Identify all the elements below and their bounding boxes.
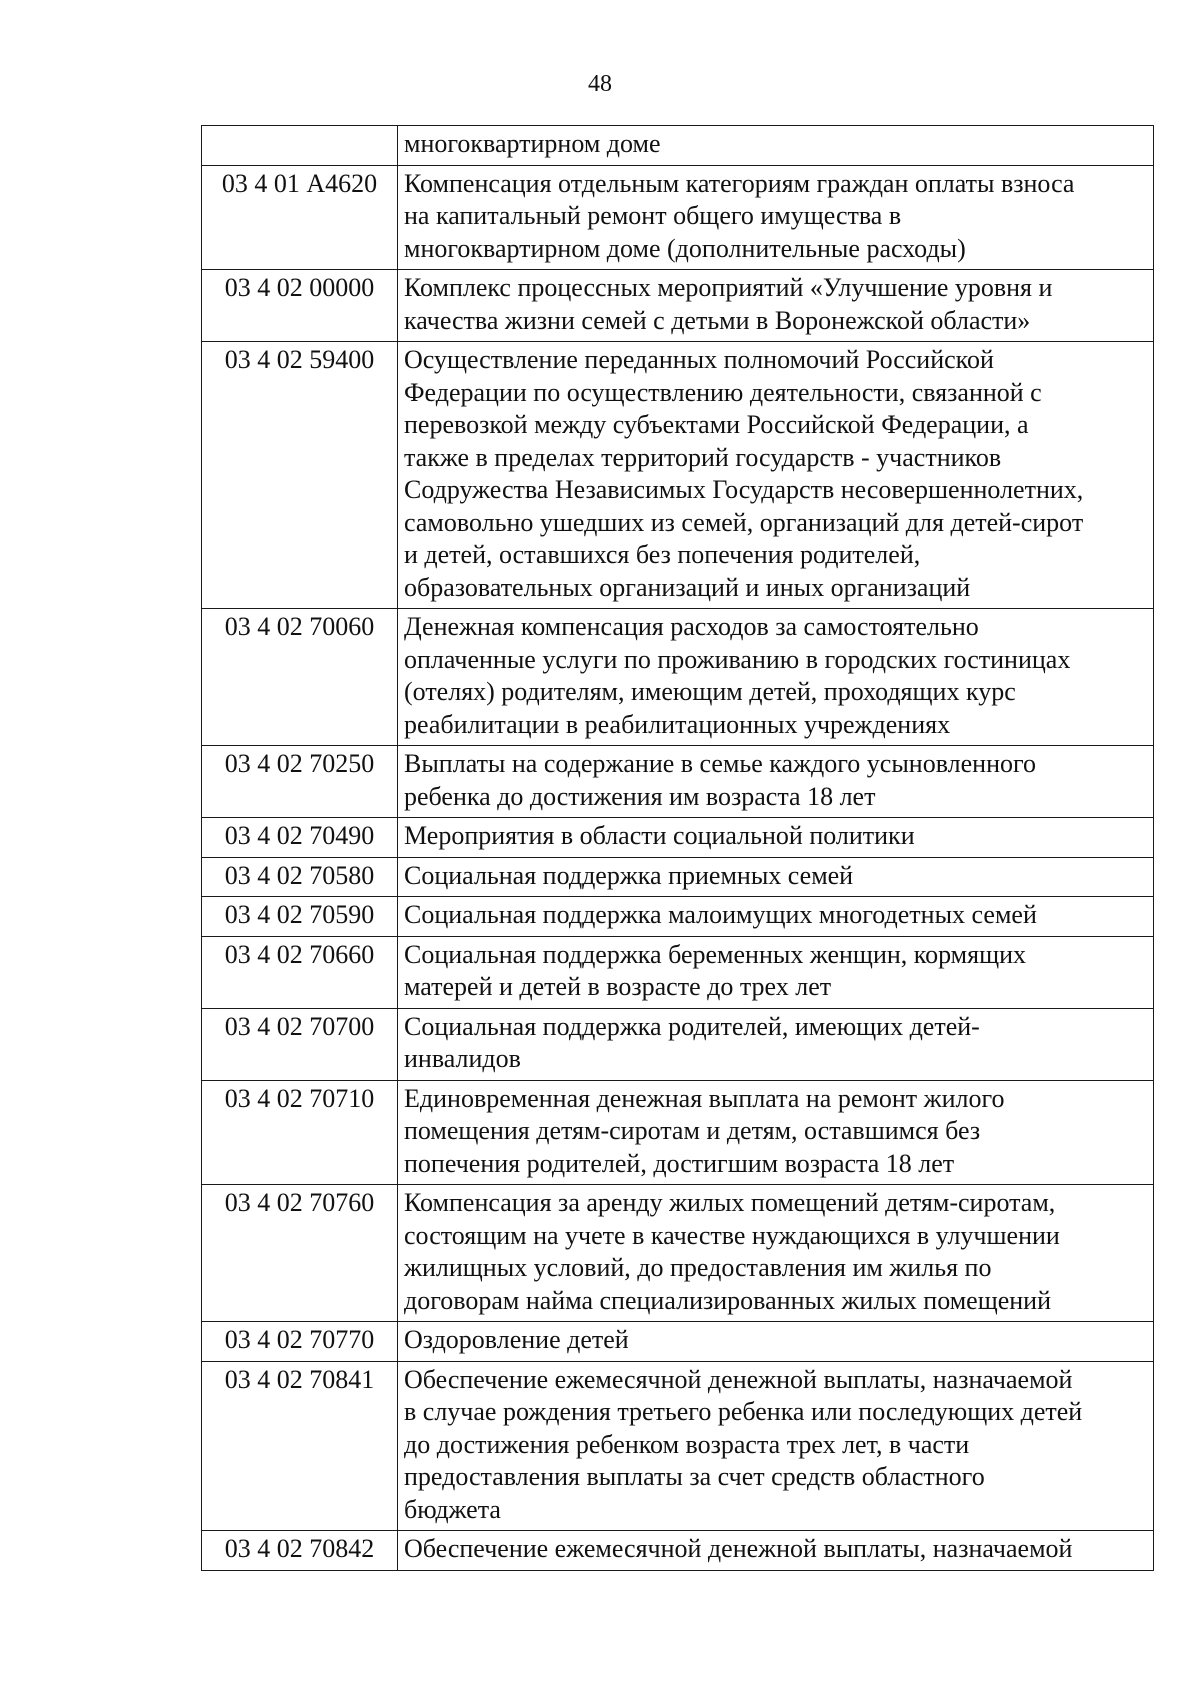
description-line: Социальная поддержка малоимущих многодетных семей <box>404 900 1037 929</box>
table-row <box>202 165 1154 270</box>
description-line: предоставления выплаты за счет средств областного <box>404 1462 985 1491</box>
description-line: до достижения ребенком возраста трех лет, в части <box>404 1429 970 1459</box>
code-cell: 03 4 02 70490 <box>202 818 398 858</box>
table-row <box>202 1008 1154 1080</box>
code-cell: 03 4 02 70660 <box>202 936 398 1008</box>
description-line: Обеспечение ежемесячной денежной выплаты, назначаемой <box>404 1534 1073 1563</box>
description-line: Комплекс процессных мероприятий «Улучшение уровня и <box>404 273 1053 302</box>
code-cell: 03 4 01 А4620 <box>202 165 398 270</box>
description-line: Компенсация отдельным категориям граждан оплаты взноса <box>404 168 1075 198</box>
description-line: образовательных организаций и иных организаций <box>404 572 971 602</box>
description-line: Денежная компенсация расходов за самостоятельно <box>404 612 979 641</box>
description-line: состоящим на учете в качестве нуждающихся в улучшении <box>404 1220 1060 1250</box>
description-line: Выплаты на содержание в семье каждого усыновленного <box>404 749 1037 778</box>
description-line: Содружества Независимых Государств несовершеннолетних, <box>404 475 1084 504</box>
description-line: попечения родителей, достигшим возраста 18 лет <box>404 1148 955 1178</box>
table-row <box>202 936 1154 1008</box>
table-row <box>202 270 1154 342</box>
description-line: Федерации по осуществлению деятельности, связанной с <box>404 377 1042 407</box>
description-cell <box>398 609 1154 746</box>
description-line: Обеспечение ежемесячной денежной выплаты, назначаемой <box>404 1364 1073 1394</box>
description-cell <box>398 342 1154 609</box>
description-line: бюджета <box>404 1494 501 1524</box>
description-line: договорам найма специализированных жилых помещений <box>404 1285 1051 1315</box>
table-row <box>202 1361 1154 1531</box>
description-line: также в пределах территорий государств - участников <box>404 442 1002 472</box>
description-cell <box>398 1008 1154 1080</box>
table-row <box>202 342 1154 609</box>
table-body <box>202 126 1154 1571</box>
description-cell <box>398 126 1154 166</box>
description-cell <box>398 1322 1154 1362</box>
description-cell <box>398 1185 1154 1322</box>
description-cell <box>398 1361 1154 1531</box>
code-cell: 03 4 02 00000 <box>202 270 398 342</box>
page-number: 48 <box>588 71 612 97</box>
table-row <box>202 1531 1154 1571</box>
code-cell <box>202 126 398 166</box>
description-line: матерей и детей в возрасте до трех лет <box>404 972 832 1001</box>
table-row <box>202 818 1154 858</box>
description-line: оплаченные услуги по проживанию в городских гостиницах <box>404 644 1071 674</box>
code-cell: 03 4 02 70250 <box>202 746 398 818</box>
code-cell: 03 4 02 70841 <box>202 1361 398 1531</box>
description-line: Социальная поддержка беременных женщин, кормящих <box>404 939 1027 969</box>
description-line: перевозкой между субъектами Российской Федерации, а <box>404 410 1029 439</box>
code-cell: 03 4 02 70842 <box>202 1531 398 1571</box>
description-line: в случае рождения третьего ребенка или последующих детей <box>404 1397 1083 1426</box>
table-row <box>202 1322 1154 1362</box>
description-line: Единовременная денежная выплата на ремонт жилого <box>404 1083 1005 1113</box>
description-line: Мероприятия в области социальной политики <box>404 821 915 850</box>
description-cell <box>398 1531 1154 1571</box>
description-line: инвалидов <box>404 1044 521 1073</box>
description-cell <box>398 857 1154 897</box>
description-line: многоквартирном доме (дополнительные расходы) <box>404 233 966 263</box>
description-line: Осуществление переданных полномочий Российской <box>404 345 994 374</box>
description-line: и детей, оставшихся без попечения родителей, <box>404 540 921 569</box>
description-cell <box>398 165 1154 270</box>
description-cell <box>398 1080 1154 1185</box>
budget-codes-table <box>201 125 1154 1571</box>
description-line: реабилитации в реабилитационных учреждениях <box>404 709 951 739</box>
description-line: Компенсация за аренду жилых помещений детям-сиротам, <box>404 1188 1056 1217</box>
description-line: многоквартирном доме <box>404 129 661 158</box>
code-cell: 03 4 02 70760 <box>202 1185 398 1322</box>
description-cell <box>398 936 1154 1008</box>
description-line: Социальная поддержка родителей, имеющих детей- <box>404 1011 980 1041</box>
description-line: самовольно ушедших из семей, организаций для детей-сирот <box>404 507 1084 537</box>
code-cell: 03 4 02 70770 <box>202 1322 398 1362</box>
description-line: на капитальный ремонт общего имущества в <box>404 201 902 230</box>
code-cell: 03 4 02 70060 <box>202 609 398 746</box>
description-cell <box>398 897 1154 937</box>
description-line: ребенка до достижения им возраста 18 лет <box>404 781 876 811</box>
table-row <box>202 126 1154 166</box>
code-cell: 03 4 02 70710 <box>202 1080 398 1185</box>
code-cell: 03 4 02 70590 <box>202 897 398 937</box>
description-cell <box>398 746 1154 818</box>
description-line: помещения детям-сиротам и детям, оставшимся без <box>404 1116 981 1145</box>
description-line: качества жизни семей с детьми в Воронежской области» <box>404 305 1031 335</box>
table-row <box>202 1080 1154 1185</box>
description-line: Оздоровление детей <box>404 1325 629 1354</box>
description-cell <box>398 270 1154 342</box>
description-line: (отелях) родителям, имеющим детей, проходящих курс <box>404 677 1016 706</box>
code-cell: 03 4 02 59400 <box>202 342 398 609</box>
table-row <box>202 1185 1154 1322</box>
table-row <box>202 746 1154 818</box>
code-cell: 03 4 02 70580 <box>202 857 398 897</box>
description-line: Социальная поддержка приемных семей <box>404 860 854 890</box>
code-cell: 03 4 02 70700 <box>202 1008 398 1080</box>
table-row <box>202 609 1154 746</box>
table-row <box>202 897 1154 937</box>
table-row <box>202 857 1154 897</box>
description-cell <box>398 818 1154 858</box>
description-line: жилищных условий, до предоставления им жилья по <box>404 1253 992 1282</box>
